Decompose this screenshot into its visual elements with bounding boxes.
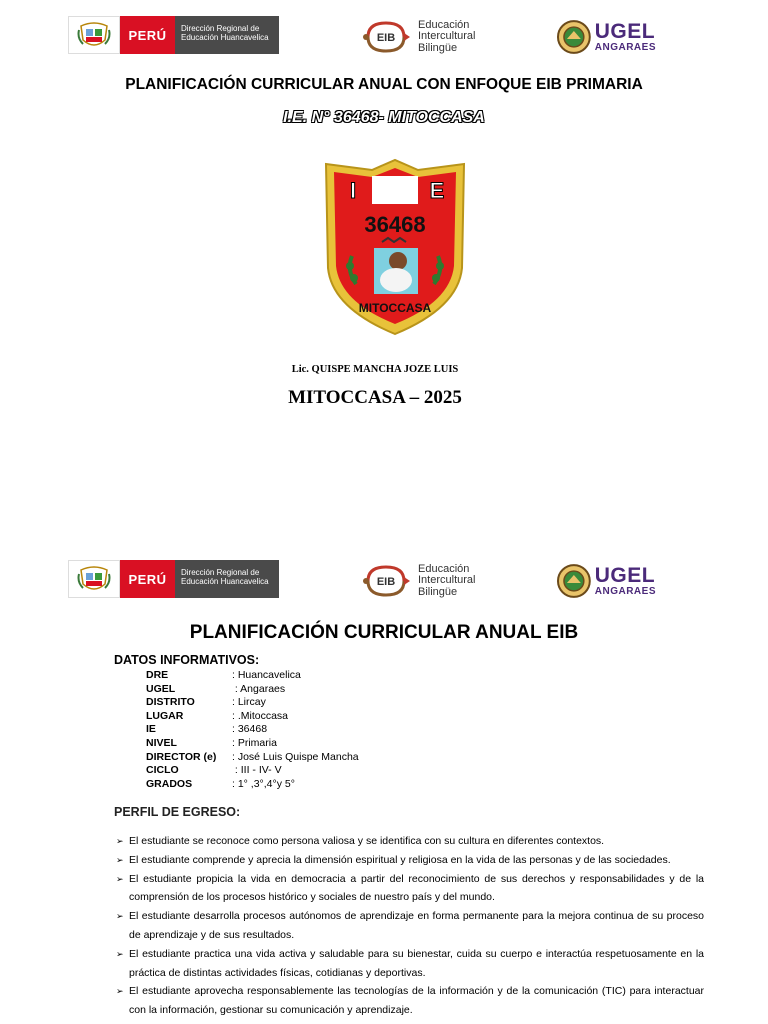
datos-label: UGEL <box>146 682 176 695</box>
datos-list <box>146 669 546 791</box>
peru-label: PERÚ <box>120 16 175 54</box>
list-item <box>116 945 704 983</box>
arrow-bullet-icon: ➢ <box>116 873 124 884</box>
svg-text:EIB: EIB <box>376 576 396 588</box>
ugel-subtitle: ANGARAES <box>594 41 656 53</box>
ugel-seal-icon <box>556 19 592 55</box>
datos-row <box>146 696 546 710</box>
datos-value: : 1° ,3°,4°y 5° <box>232 777 295 790</box>
ugel-seal-icon <box>556 563 592 599</box>
datos-value: : Angaraes <box>232 682 286 695</box>
peru-shield-icon <box>68 16 120 54</box>
datos-row <box>146 669 546 683</box>
peru-label: PERÚ <box>120 560 175 598</box>
datos-label: GRADOS <box>146 777 193 790</box>
svg-text:MITOCCASA: MITOCCASA <box>358 301 432 315</box>
datos-label: CICLO <box>146 764 179 777</box>
datos-row <box>146 778 546 792</box>
list-item <box>116 851 704 870</box>
perfil-text: El estudiante se reconoce como persona valiosa y se identifica con su cultura en diferentes contextos. <box>129 835 605 847</box>
perfil-list <box>116 832 704 1020</box>
plan-title: PLANIFICACIÓN CURRICULAR ANUAL EIB <box>189 622 579 643</box>
perfil-text: El estudiante desarrolla procesos autónomos de aprendizaje en forma permanente para la mejora continua de su proceso de aprendizaje y de sus resultados. <box>129 910 704 941</box>
datos-heading: DATOS INFORMATIVOS: <box>114 653 260 667</box>
arrow-bullet-icon: ➢ <box>116 911 124 922</box>
place-year: MITOCCASA – 2025 <box>288 387 462 408</box>
list-item <box>116 907 704 945</box>
svg-text:EIB: EIB <box>376 32 396 44</box>
datos-row <box>146 683 546 697</box>
datos-value: : Primaria <box>232 736 277 749</box>
svg-text:E: E <box>429 178 445 203</box>
datos-label: DIRECTOR (e) <box>146 750 217 763</box>
perfil-text: El estudiante propicia la vida en democracia a partir del reconocimiento de sus derechos y responsabilidades y de la comprensión de los procesos histórico y sociales de nuestro país y del mundo. <box>129 872 704 904</box>
perfil-text: El estudiante comprende y aprecia la dimensión espiritual y religiosa en la vida de las personas y de las sociedades. <box>129 853 671 866</box>
datos-label: IE <box>146 723 156 736</box>
svg-text:36468: 36468 <box>364 212 426 237</box>
datos-label: LUGAR <box>146 709 184 722</box>
header-logos <box>0 560 768 606</box>
cover-subtitle: I.E. N° 36468- MITOCCASA <box>283 109 485 126</box>
list-item <box>116 832 704 851</box>
peru-shield-icon <box>68 560 120 598</box>
arrow-bullet-icon: ➢ <box>116 836 124 846</box>
list-item <box>116 982 704 1020</box>
ugel-subtitle: ANGARAES <box>594 585 656 597</box>
ugel-logo <box>556 16 656 58</box>
datos-value: : .Mitoccasa <box>232 709 289 722</box>
ugel-title: UGEL <box>594 563 656 587</box>
datos-value: : 36468 <box>232 723 268 736</box>
list-item <box>116 870 704 908</box>
datos-row <box>146 751 546 765</box>
datos-row <box>146 764 546 778</box>
datos-row <box>146 710 546 724</box>
datos-value: : Lircay <box>232 696 266 709</box>
eib-text: Educación Intercultural Bilingüe <box>418 562 476 598</box>
eib-icon <box>360 563 412 599</box>
plan-page <box>0 548 768 1024</box>
school-crest-icon <box>322 158 468 336</box>
datos-value: : Huancavelica <box>232 669 301 681</box>
dre-label: Dirección Regional de Educación Huancavelica <box>175 560 279 598</box>
ugel-title: UGEL <box>594 19 656 43</box>
datos-label: NIVEL <box>146 736 177 749</box>
peru-dre-logo <box>68 16 279 54</box>
dre-label: Dirección Regional de Educación Huancavelica <box>175 16 279 54</box>
datos-value: : José Luis Quispe Mancha <box>232 750 359 763</box>
datos-label: DISTRITO <box>146 696 195 709</box>
author-name: Lic. QUISPE MANCHA JOZE LUIS <box>291 364 459 375</box>
perfil-text: El estudiante practica una vida activa y saludable para su bienestar, cuida su cuerpo e interactúa respetuosamente en la práctica de distintas actividades físicas, cotidianas y deportivas. <box>129 947 704 979</box>
eib-logo <box>360 16 500 58</box>
eib-text: Educación Intercultural Bilingüe <box>418 18 476 54</box>
eib-icon <box>360 19 412 55</box>
perfil-heading: PERFIL DE EGRESO: <box>114 805 241 819</box>
peru-dre-logo <box>68 560 279 598</box>
datos-value: : III - IV- V <box>232 764 282 777</box>
perfil-text: El estudiante aprovecha responsablemente las tecnologías de la información y de la comunicación (TIC) para interactuar con la información, gestionar su comunicación y aprendizaje. <box>129 985 704 1017</box>
ugel-logo <box>556 560 656 602</box>
arrow-bullet-icon: ➢ <box>116 854 124 865</box>
header-logos <box>0 16 768 62</box>
datos-label: DRE <box>146 669 169 681</box>
cover-title: PLANIFICACIÓN CURRICULAR ANUAL CON ENFOQUE EIB PRIMARIA <box>125 76 643 93</box>
svg-text:I: I <box>349 178 357 203</box>
arrow-bullet-icon: ➢ <box>116 948 124 959</box>
arrow-bullet-icon: ➢ <box>116 986 124 997</box>
datos-row <box>146 737 546 751</box>
eib-logo <box>360 560 500 602</box>
datos-row <box>146 723 546 737</box>
